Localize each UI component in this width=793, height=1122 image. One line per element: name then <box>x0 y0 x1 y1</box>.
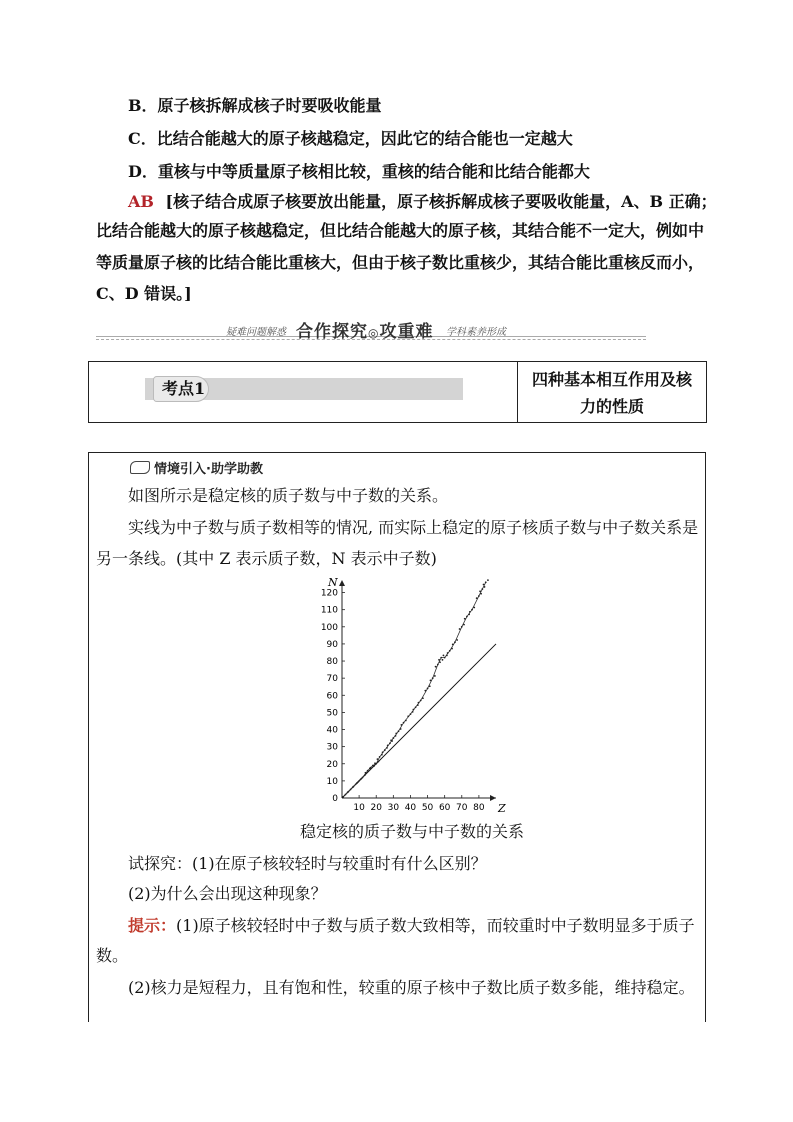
x-tick-label: 40 <box>404 803 417 812</box>
data-point <box>365 772 367 774</box>
data-point <box>405 720 407 722</box>
data-point <box>487 579 489 581</box>
banner-sep-icon: ◎ <box>368 326 380 340</box>
x-tick-label: 10 <box>353 803 365 812</box>
data-point <box>378 761 380 763</box>
x-tick-label: 70 <box>456 803 468 812</box>
banner-main2: 攻重难 <box>379 322 434 342</box>
x-tick-label: 60 <box>438 803 451 812</box>
data-point <box>420 700 422 702</box>
data-point <box>389 742 391 744</box>
answer-label: AB <box>128 192 154 211</box>
data-point <box>451 648 453 650</box>
y-tick-label: 30 <box>326 742 338 753</box>
data-point <box>481 588 483 590</box>
data-point <box>446 655 448 657</box>
data-point <box>468 613 470 615</box>
data-point <box>379 756 381 758</box>
data-point <box>443 655 445 657</box>
data-point <box>415 706 417 708</box>
data-point <box>476 597 478 599</box>
data-point <box>463 624 465 626</box>
data-point <box>424 690 426 692</box>
x-tick-label: 50 <box>421 803 434 812</box>
scenario-header-text: 情境引入·助学助教 <box>154 462 263 477</box>
answer-line-1 <box>128 192 717 212</box>
data-point <box>418 702 420 704</box>
data-point <box>480 593 482 595</box>
y-tick-label: 90 <box>326 639 338 650</box>
data-point <box>400 728 402 730</box>
hint-answer-2: (2)核力是短程力，且有饱和性，较重的原子核中子数比质子数多能，维持稳定。 <box>128 978 695 997</box>
data-point <box>437 664 439 666</box>
kaodian-title-line-1: 四种基本相互作用及核 <box>531 370 692 389</box>
y-tick-label: 40 <box>326 725 338 736</box>
data-point <box>364 774 366 776</box>
data-point <box>464 618 466 620</box>
x-axis-label: Z <box>498 802 506 812</box>
option-b: B．原子核拆解成核子时要吸收能量 <box>128 96 382 115</box>
data-point <box>370 767 372 769</box>
data-point <box>442 659 444 661</box>
data-point <box>345 794 347 796</box>
y-tick-label: 0 <box>332 794 338 804</box>
kaodian-table <box>88 361 707 423</box>
data-point <box>440 657 442 659</box>
data-point <box>403 722 405 724</box>
data-point <box>362 777 364 779</box>
data-point <box>429 685 431 687</box>
data-point <box>438 659 440 661</box>
data-point <box>422 697 424 699</box>
data-point <box>390 739 392 741</box>
data-point <box>356 782 358 784</box>
scenario-p1: 如图所示是稳定核的质子数与中子数的关系。 <box>128 486 449 505</box>
hint-answer-1b: 数。 <box>96 946 129 965</box>
kaodian-divider <box>517 362 518 422</box>
data-point <box>367 770 369 772</box>
data-point <box>375 763 377 765</box>
question-2: (2)为什么会出现这种现象？ <box>128 884 327 903</box>
data-point <box>435 666 437 668</box>
data-point <box>471 609 473 611</box>
data-point <box>466 616 468 618</box>
kaodian-tag: 考点1 <box>153 376 209 402</box>
x-axis-arrow <box>490 795 496 801</box>
data-point <box>485 581 487 583</box>
answer-text-1: [核子结合成原子核要放出能量，原子核拆解成核子要吸收能量，A、B 正确； <box>165 192 717 211</box>
y-tick-label: 20 <box>326 759 338 770</box>
scenario-p2b: 另一条线。(其中 Z 表示质子数，N 表示中子数) <box>96 549 437 568</box>
data-point <box>407 715 409 717</box>
data-point <box>434 675 436 677</box>
option-d: D．重核与中等质量原子核相比较，重核的结合能和比结合能都大 <box>128 162 590 181</box>
data-point <box>386 747 388 749</box>
banner-left-text: 疑难问题解惑 <box>226 327 286 338</box>
data-point <box>359 779 361 781</box>
kaodian-title <box>519 366 705 420</box>
data-point <box>459 628 461 630</box>
answer-line-3: 等质量原子核的比结合能比重核大，但由于核子数比重核少，其结合能比重核反而小， <box>96 253 705 272</box>
hand-pointer-icon <box>130 461 150 474</box>
kaodian-title-line-2: 力的性质 <box>579 397 644 416</box>
y-tick-label: 50 <box>326 708 338 719</box>
data-point <box>392 737 394 739</box>
hint-label: 提示： <box>128 916 177 935</box>
data-point <box>473 607 475 609</box>
scenario-header <box>130 458 263 477</box>
data-point <box>412 709 414 711</box>
data-point <box>452 644 454 646</box>
y-tick-label: 60 <box>326 691 338 702</box>
data-point <box>353 786 355 788</box>
y-axis-label: N <box>328 578 338 589</box>
y-tick-label: 100 <box>320 622 338 633</box>
data-point <box>444 657 446 659</box>
data-point <box>395 733 397 735</box>
data-point <box>384 749 386 751</box>
data-point <box>387 745 389 747</box>
data-point <box>469 611 471 613</box>
answer-line-4: C、D 错误。] <box>96 284 192 303</box>
y-tick-label: 80 <box>326 657 338 668</box>
data-point <box>373 765 375 767</box>
data-point <box>347 791 349 793</box>
data-point <box>447 652 449 654</box>
scenario-p2a: 实线为中子数与质子数相等的情况, 而实际上稳定的原子核质子数与中子数关系是 <box>128 518 699 537</box>
data-point <box>350 789 352 791</box>
banner-right-text: 学科素养形成 <box>446 327 506 338</box>
y-tick-label: 70 <box>326 674 338 685</box>
data-point <box>456 639 458 641</box>
data-point <box>382 751 384 753</box>
x-tick-label: 80 <box>473 803 485 812</box>
data-point <box>381 754 383 756</box>
y-tick-label: 110 <box>320 605 338 616</box>
nz-chart <box>318 578 508 812</box>
data-point <box>401 724 403 726</box>
data-point <box>484 586 486 588</box>
section-banner <box>96 314 646 344</box>
data-point <box>398 730 400 732</box>
stability-curve <box>345 582 485 794</box>
data-point <box>479 590 481 592</box>
data-point <box>483 584 485 586</box>
data-point <box>439 661 441 663</box>
data-point <box>410 713 412 715</box>
data-point <box>461 626 463 628</box>
data-point <box>377 758 379 760</box>
answer-line-2: 比结合能越大的原子核越稳定，但比结合能越大的原子核，其结合能不一定大，例如中 <box>96 221 705 240</box>
question-1: 试探究：(1)在原子核较轻时与较重时有什么区别？ <box>128 854 487 873</box>
data-point <box>432 677 434 679</box>
y-tick-label: 10 <box>326 776 338 787</box>
data-point <box>478 595 480 597</box>
y-axis-arrow <box>339 580 345 586</box>
data-point <box>449 650 451 652</box>
data-point <box>417 704 419 706</box>
x-tick-label: 20 <box>370 803 382 812</box>
data-point <box>342 796 344 798</box>
data-point <box>427 688 429 690</box>
data-point <box>412 711 414 713</box>
data-point <box>430 679 432 681</box>
banner-main: 合作探究 <box>296 322 368 342</box>
chart-caption: 稳定核的质子数与中子数的关系 <box>300 822 525 841</box>
data-point <box>395 735 397 737</box>
y-tick-label: 120 <box>320 588 338 599</box>
data-point <box>454 641 456 643</box>
hint-answer-1a: (1)原子核较轻时中子数与质子数大致相等，而较重时中子数明显多于质子 <box>176 916 695 935</box>
hint-line-1 <box>128 916 695 936</box>
banner-title <box>296 317 433 342</box>
x-tick-label: 30 <box>387 803 400 812</box>
option-c: C．比结合能越大的原子核越稳定，因此它的结合能也一定越大 <box>128 129 573 148</box>
